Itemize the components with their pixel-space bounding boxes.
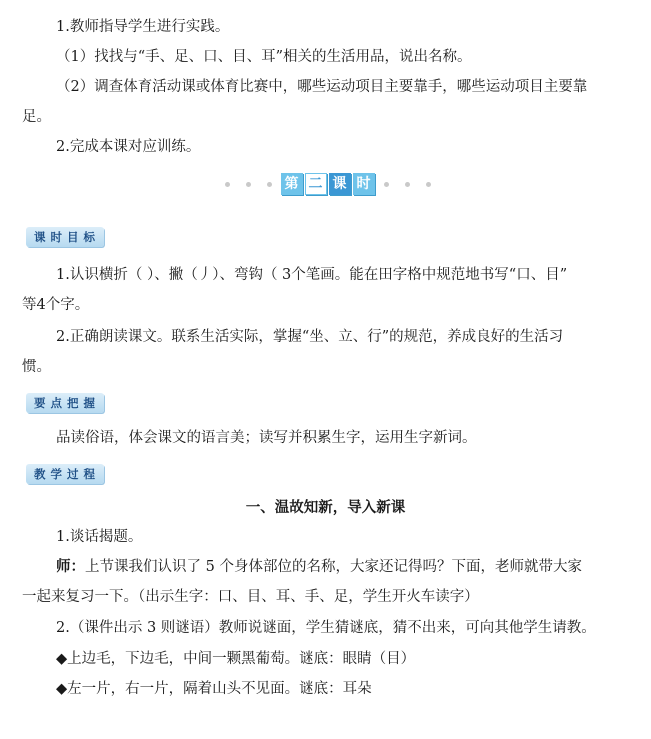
process-step-2: 2.（课件出示 3 则谜语）教师说谜面，学生猜谜底，猜不出来，可向其他学生请教。 xyxy=(56,620,596,636)
riddle-1: ◆上边毛，下边毛，中间一颗黑葡萄。谜底：眼睛（目） xyxy=(56,651,416,667)
lesson-divider-char: 二 xyxy=(305,173,327,195)
section-label-goals: 课时目标 xyxy=(26,227,104,247)
process-heading: 一、温故知新，导入新课 xyxy=(245,499,406,516)
lesson-divider xyxy=(215,172,440,196)
section-label-process: 教学过程 xyxy=(26,464,104,484)
practice-item-2: 2.完成本课对应训练。 xyxy=(56,139,201,155)
practice-item-1-sub-2-line-2: 足。 xyxy=(22,109,51,125)
lesson-divider-char: 课 xyxy=(329,173,351,195)
teacher-label: 师： xyxy=(56,558,85,575)
goal-item-1-line-1: 1.认识横折（ ）、撇（丿）、弯钩（ 3个笔画。能在田字格中规范地书写“口、目” xyxy=(56,267,568,283)
divider-dot xyxy=(246,182,251,187)
teacher-text: 上节课我们认识了 5 个身体部位的名称，大家还记得吗？下面，老师就带大家 xyxy=(85,559,582,575)
divider-dot xyxy=(225,182,230,187)
divider-dot xyxy=(267,182,272,187)
teacher-line-1 xyxy=(56,556,582,578)
goal-item-2-line-2: 惯。 xyxy=(22,359,51,375)
practice-item-1-sub-2-line-1: （2）调查体育活动课或体育比赛中，哪些运动项目主要靠手，哪些运动项目主要靠 xyxy=(56,79,588,95)
divider-dot xyxy=(384,182,389,187)
goal-item-1-line-2: 等4个字。 xyxy=(22,297,90,313)
teacher-line-2: 一起来复习一下。（出示生字：口、目、耳、手、足，学生开火车读字） xyxy=(22,589,479,605)
process-step-1: 1.谈话揭题。 xyxy=(56,529,143,545)
divider-dot xyxy=(405,182,410,187)
goal-item-2-line-1: 2.正确朗读课文。联系生活实际，掌握“坐、立、行”的规范，养成良好的生活习 xyxy=(56,329,564,345)
lesson-divider-char: 时 xyxy=(353,173,375,195)
practice-item-1-sub-1: （1）找找与“手、足、口、目、耳”相关的生活用品，说出名称。 xyxy=(56,49,472,65)
key-points-text: 品读俗语，体会课文的语言美；读写并积累生字，运用生字新词。 xyxy=(56,430,477,446)
section-label-key-points: 要点把握 xyxy=(26,393,104,413)
riddle-2: ◆左一片，右一片，隔着山头不见面。谜底：耳朵 xyxy=(56,681,372,697)
lesson-divider-char: 第 xyxy=(281,173,303,195)
divider-dot xyxy=(426,182,431,187)
practice-item-1: 1.教师指导学生进行实践。 xyxy=(56,19,230,35)
